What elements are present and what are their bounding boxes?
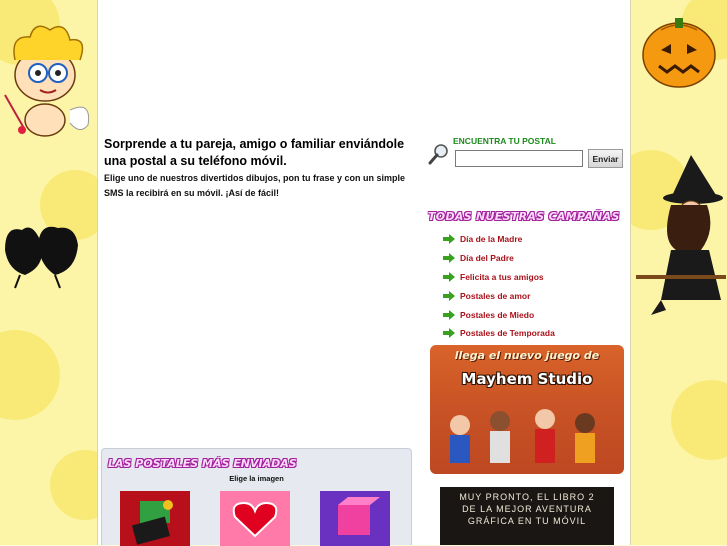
campaigns-title: TODAS NUESTRAS CAMPAÑAS (428, 210, 620, 223)
banner-tagline: llega el nuevo juego de (454, 349, 600, 362)
book-line-3: GRÁFICA EN TU MÓVIL (467, 516, 587, 526)
campaign-label: Postales de Miedo (460, 309, 535, 320)
campaign-label: Día del Padre (460, 253, 514, 264)
campaign-label: Postales de Temporada (460, 328, 555, 339)
arrow-right-icon (443, 310, 455, 320)
campaign-label: Postales de amor (460, 290, 531, 301)
campaign-link-postales-amor[interactable] (443, 286, 555, 305)
search-input[interactable] (455, 150, 583, 167)
campaigns-list (443, 230, 555, 343)
banner-logo: Mayhem Studio (461, 370, 593, 388)
most-sent-box (101, 448, 412, 545)
cupid-illustration (0, 15, 97, 175)
pumpkin-illustration (631, 10, 727, 100)
campaign-link-dia-padre[interactable] (443, 249, 555, 268)
book-line-1: MUY PRONTO, EL LIBRO 2 (459, 492, 595, 502)
book-line-2: DE LA MEJOR AVENTURA (462, 504, 592, 514)
search-label: ENCUENTRA TU POSTAL (453, 136, 556, 146)
most-sent-title: LAS POSTALES MÁS ENVIADAS (108, 457, 297, 470)
most-sent-subtitle: Elige la imagen (229, 474, 284, 483)
arrow-right-icon (443, 272, 455, 282)
intro-text: Elige uno de nuestros divertidos dibujos, pon tu frase y con un simple SMS la recibirá en su móvil. ¡Así de fácil! (104, 173, 406, 198)
witch-illustration (631, 150, 727, 320)
gift-phone-icon[interactable] (120, 491, 190, 546)
campaign-label: Día de la Madre (460, 234, 523, 245)
campaign-link-felicita-amigos[interactable] (443, 268, 555, 287)
arrow-right-icon (443, 234, 455, 244)
heart-icon[interactable] (220, 491, 290, 546)
send-button[interactable]: Enviar (588, 149, 623, 168)
headline: Sorprende a tu pareja, amigo o familiar enviándole una postal a su teléfono móvil. (104, 137, 405, 168)
arrow-right-icon (443, 253, 455, 263)
book-teaser-banner[interactable] (440, 487, 614, 545)
campaign-link-postales-miedo[interactable] (443, 305, 555, 324)
magnifier-icon (428, 143, 450, 165)
cartoon-characters-illustration (430, 395, 624, 474)
main-content (97, 0, 631, 545)
mayhem-studio-banner[interactable] (430, 345, 624, 474)
campaign-link-postales-temporada[interactable] (443, 324, 555, 343)
arrow-right-icon (443, 328, 455, 338)
campaign-link-dia-madre[interactable] (443, 230, 555, 249)
right-decoration-panel (631, 0, 727, 545)
black-hearts-illustration (0, 220, 97, 290)
campaign-label: Felicita a tus amigos (460, 271, 544, 282)
arrow-right-icon (443, 291, 455, 301)
pink-box-icon[interactable] (320, 491, 390, 546)
left-decoration-panel (0, 0, 97, 545)
